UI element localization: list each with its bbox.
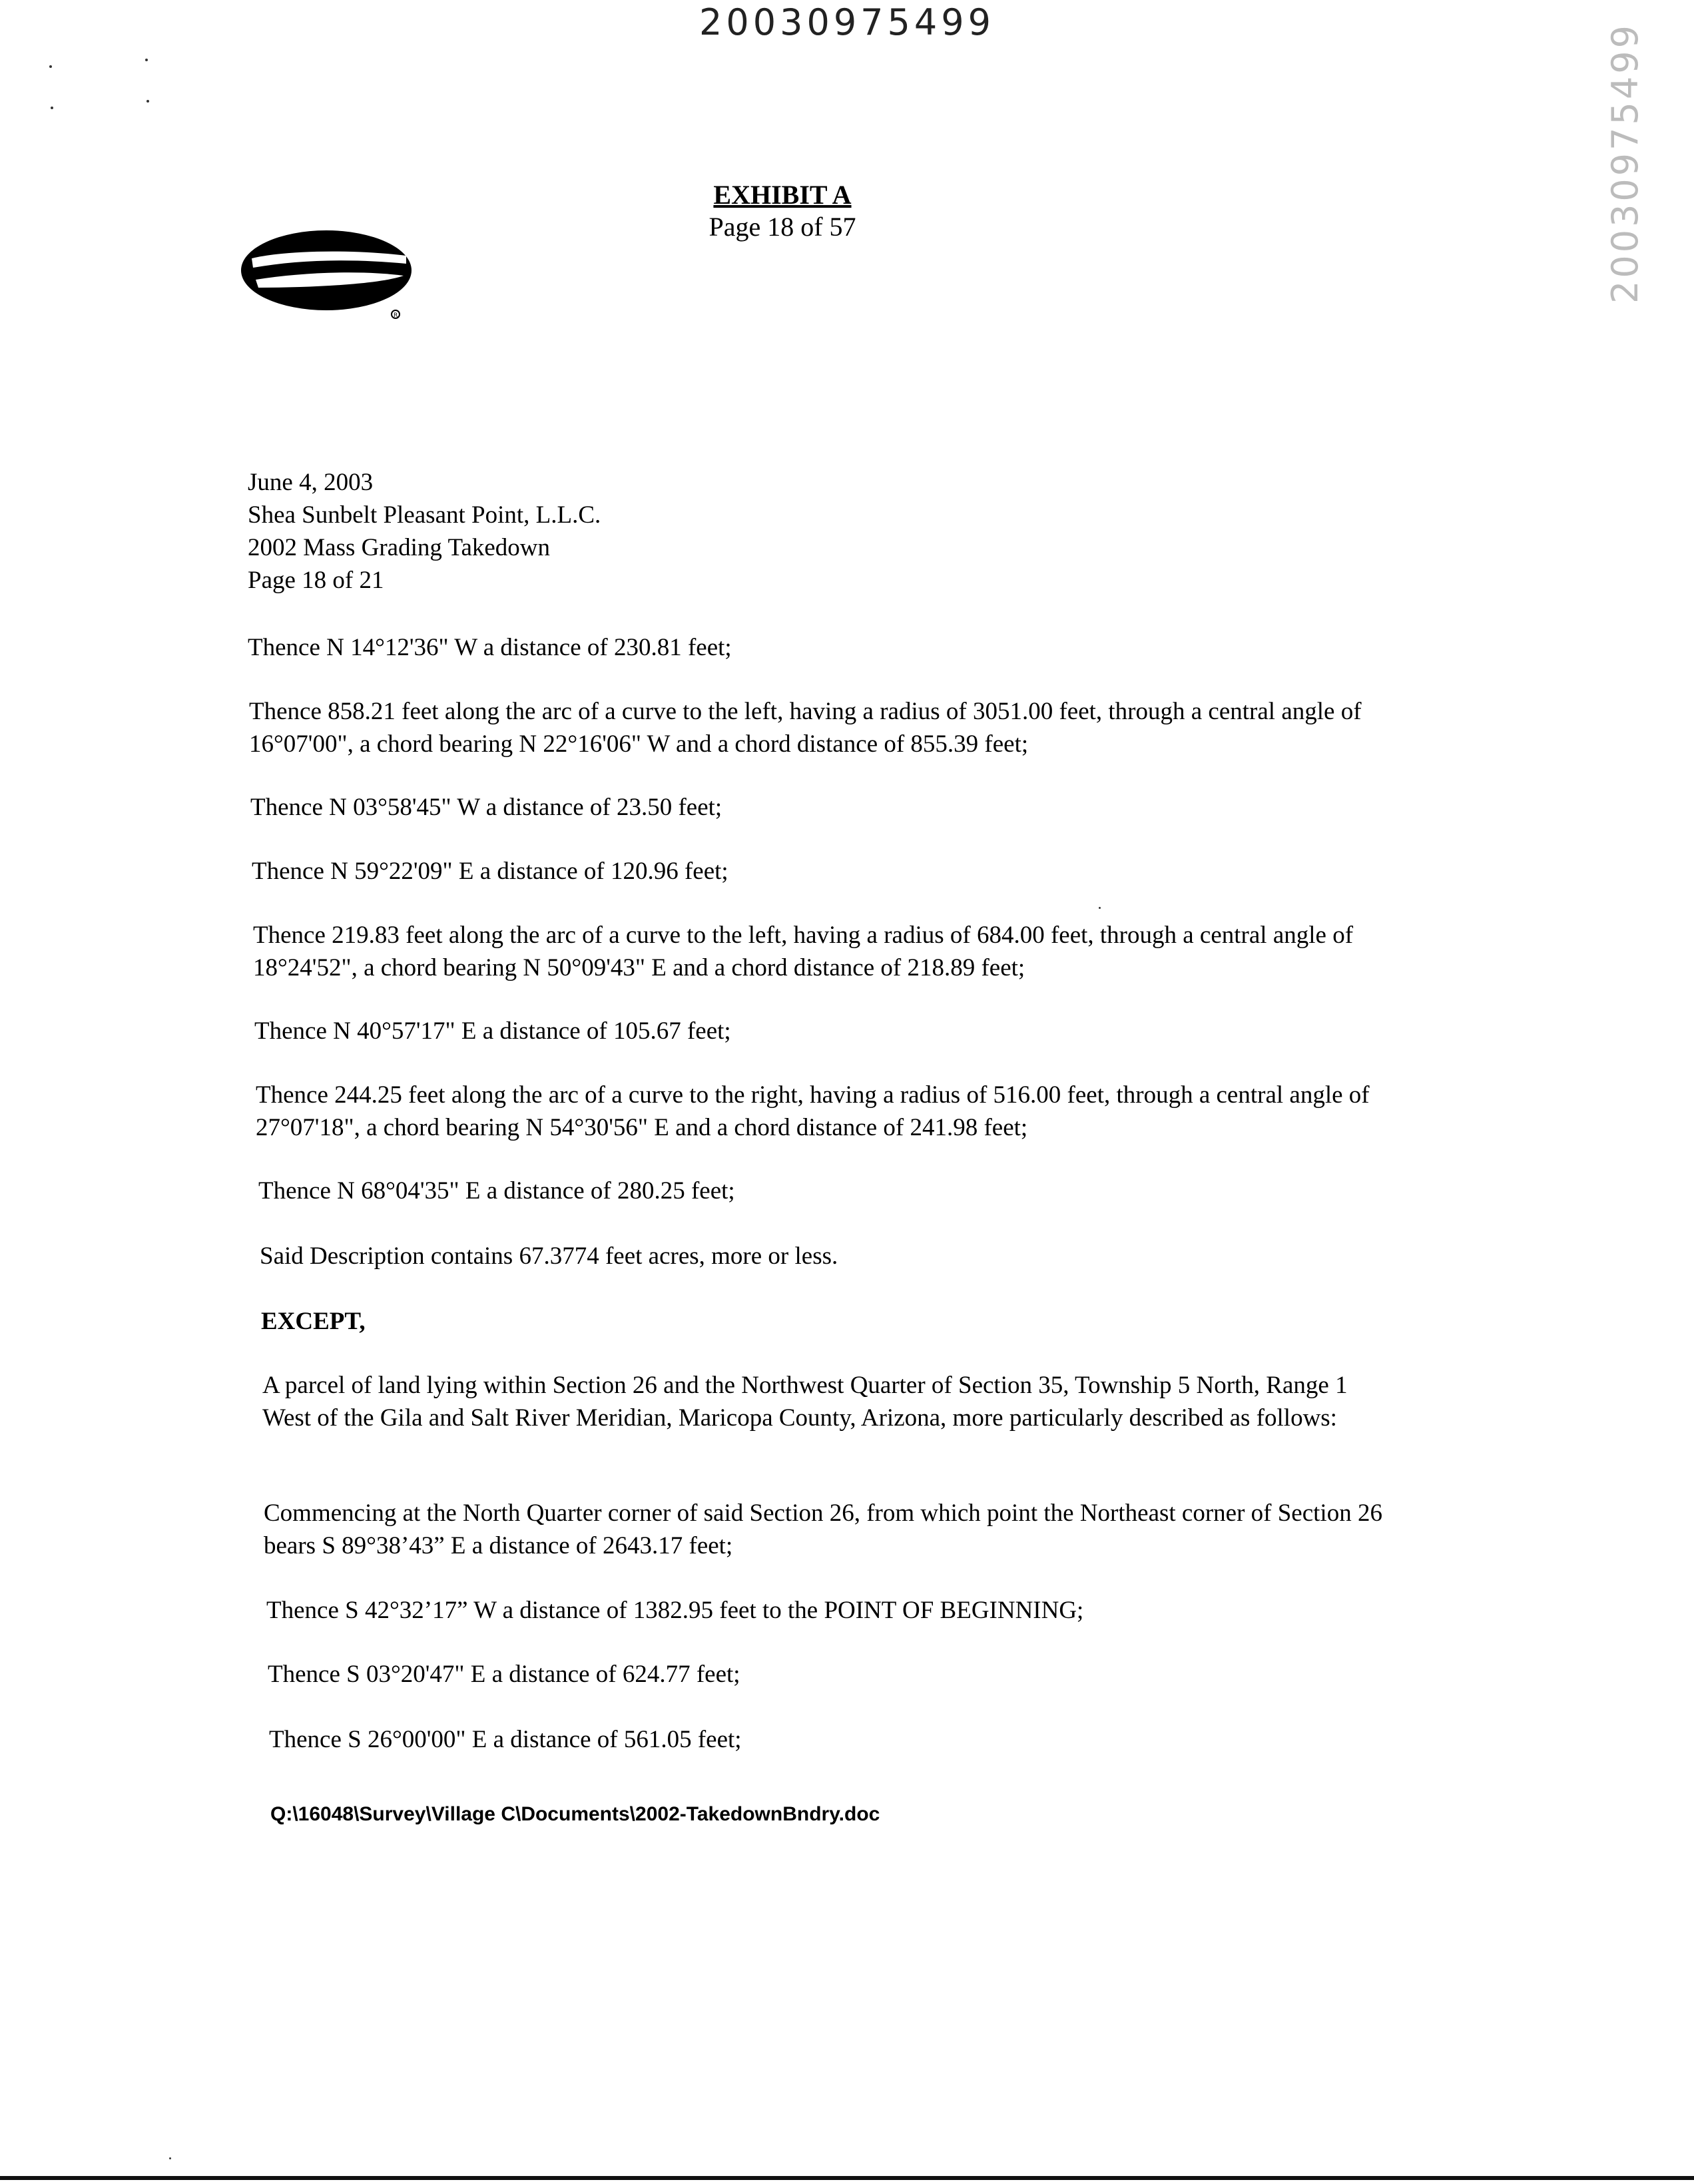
exhibit-title: EXHIBIT A [713,180,852,210]
side-stamp: 20030975499 [1604,23,1646,304]
paragraph: Thence N 40°57'17" E a distance of 105.67 feet; [254,1017,731,1045]
bottom-edge-rule [0,2176,1694,2180]
company-logo [238,224,431,324]
letter-date: June 4, 2003 [248,469,374,496]
letter-company: Shea Sunbelt Pleasant Point, L.L.C. [248,501,601,529]
paragraph: Thence S 03°20'47" E a distance of 624.77 feet; [268,1661,740,1688]
paragraph: Thence N 59°22'09" E a distance of 120.96 feet; [252,858,728,885]
paragraph: Thence 219.83 feet along the arc of a curve to the left, having a radius of 684.00 feet, through a central angle of 18°24'52", a chord bearing N 50°09'43" E and a chord distance of 218.89 feet; [253,922,1354,981]
exhibit-page-number: Page 18 of 57 [708,212,856,242]
paragraph: Commencing at the North Quarter corner of said Section 26, from which point the Northeast corner of Section 26 bears S 89°38’43” E a distance of 2643.17 feet; [264,1500,1382,1559]
paragraph: Thence N 14°12'36" W a distance of 230.81 feet; [248,634,732,661]
letter-project: 2002 Mass Grading Takedown [248,534,551,561]
exhibit-header [599,178,966,242]
paragraph: Thence S 42°32’17” W a distance of 1382.95 feet to the POINT OF BEGINNING; [266,1597,1084,1624]
letter-heading [248,466,601,597]
paragraph: A parcel of land lying within Section 26 and the Northwest Quarter of Section 35, Township 5 North, Range 1 West of the Gila and Salt River Meridian, Maricopa County, Arizona, more particularly described as follows: [262,1372,1348,1432]
letter-page: Page 18 of 21 [248,567,384,594]
paragraph: Thence 244.25 feet along the arc of a curve to the right, having a radius of 516.00 feet, through a central angle of 27°07'18", a chord bearing N 54°30'56" E and a chord distance of 241.98 feet; [256,1081,1370,1141]
paragraph: Thence N 68°04'35" E a distance of 280.25 feet; [258,1177,735,1205]
except-heading: EXCEPT, [261,1308,366,1335]
paragraph: Thence 858.21 feet along the arc of a curve to the left, having a radius of 3051.00 feet, through a central angle of 16°07'00", a chord bearing N 22°16'06" W and a chord distance of 855.39 feet; [249,698,1362,758]
footer-file-path: Q:\16048\Survey\Village C\Documents\2002-TakedownBndry.doc [270,1803,880,1825]
svg-text:R: R [394,312,398,319]
paragraph: Said Description contains 67.3774 feet acres, more or less. [260,1242,838,1270]
paragraph: Thence S 26°00'00" E a distance of 561.05 feet; [269,1726,742,1753]
document-number: 20030975499 [699,1,995,43]
paragraph: Thence N 03°58'45" W a distance of 23.50 feet; [250,794,722,821]
